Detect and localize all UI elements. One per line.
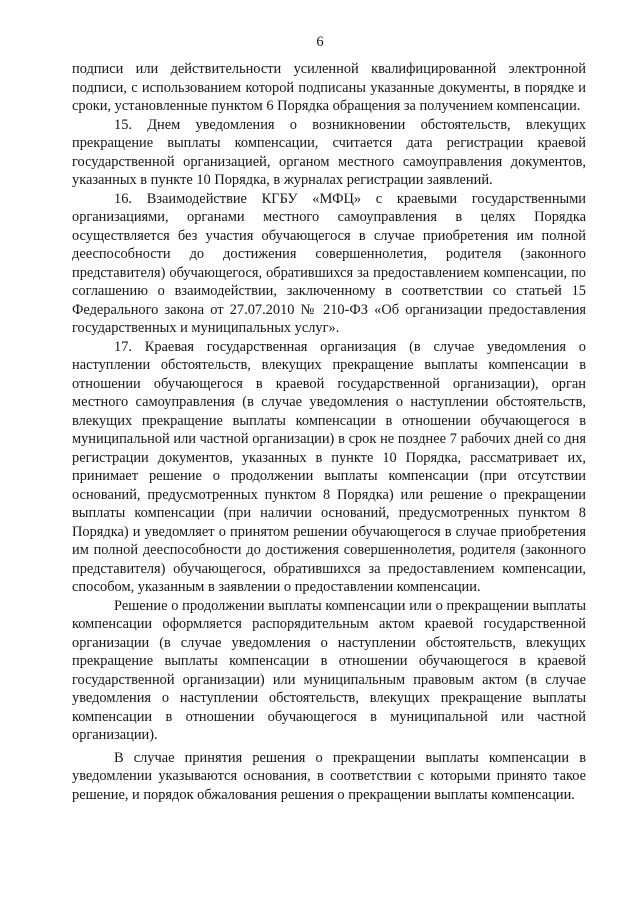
paragraph-termination-notice: В случае принятия решения о прекращении выплаты компенсации в уведомлении указываются основания, в соответствии с которыми принято такое решение, и порядок обжалования решения о прекращении выплаты компенсации. xyxy=(72,749,586,803)
page-number: 6 xyxy=(316,34,324,50)
paragraph-clause-17: 17. Краевая государственная организация (в случае уведомления о наступлении обстоятельств, влекущих прекращение выплаты компенсации в отношении обучающегося в краевой государственной организации), орган местного самоуправления (в случае уведомления о наступлении обстоятельств, влекущих прекращение выплаты компенсации в отношении обучающегося в муниципальной или частной организации) в срок не позднее 7 рабочих дней со дня регистрации документов, указанных в пункте 10 Порядка, рассматривает их, принимает решение о продолжении выплаты компенсации (при отсутствии оснований, предусмотренных пунктом 8 Порядка) или решение о прекращении выплаты компенсации (при наличии оснований, предусмотренных пунктом 8 Порядка) и уведомляет о принятом решении обучающегося в случае приобретения им полной дееспособности до достижения совершеннолетия, родителя (законного представителя) обучающегося, обратившихся за предоставлением компенсации, способом, указанным в заявлении о предоставлении компенсации. xyxy=(72,338,586,595)
paragraph-decision-form: Решение о продолжении выплаты компенсации или о прекращении выплаты компенсации оформляется распорядительным актом краевой государственной организации (в случае уведомления о наступлении обстоятельств, влекущих прекращение выплаты компенсации в отношении обучающегося в краевой государственной организации) или муниципальным правовым актом (в случае уведомления о наступлении обстоятельств, влекущих прекращение выплаты компенсации в отношении обучающегося в муниципальной или частной организации). xyxy=(72,597,586,743)
paragraph-clause-15: 15. Днем уведомления о возникновении обстоятельств, влекущих прекращение выплаты компенсации, считается дата регистрации краевой государственной организацией, органом местного самоуправления документов, указанных в пункте 10 Порядка, в журналах регистрации заявлений. xyxy=(72,116,586,188)
document-body xyxy=(72,60,586,804)
paragraph-clause-16: 16. Взаимодействие КГБУ «МФЦ» с краевыми государственными организациями, органами местного самоуправления в целях Порядка осуществляется без участия обучающегося в случае приобретения им полной дееспособности до достижения совершеннолетия, родителя (законного представителя) обучающегося, обратившихся за предоставлением компенсации, по соглашению о взаимодействии, заключенному в соответствии со статьей 15 Федерального закона от 27.07.2010 № 210-ФЗ «Об организации предоставления государственных и муниципальных услуг». xyxy=(72,190,586,336)
paragraph-continuation: подписи или действительности усиленной квалифицированной электронной подписи, с использованием которой подписаны указанные документы, в порядке и сроки, установленные пунктом 6 Порядка обращения за получением компенсации. xyxy=(72,61,586,114)
